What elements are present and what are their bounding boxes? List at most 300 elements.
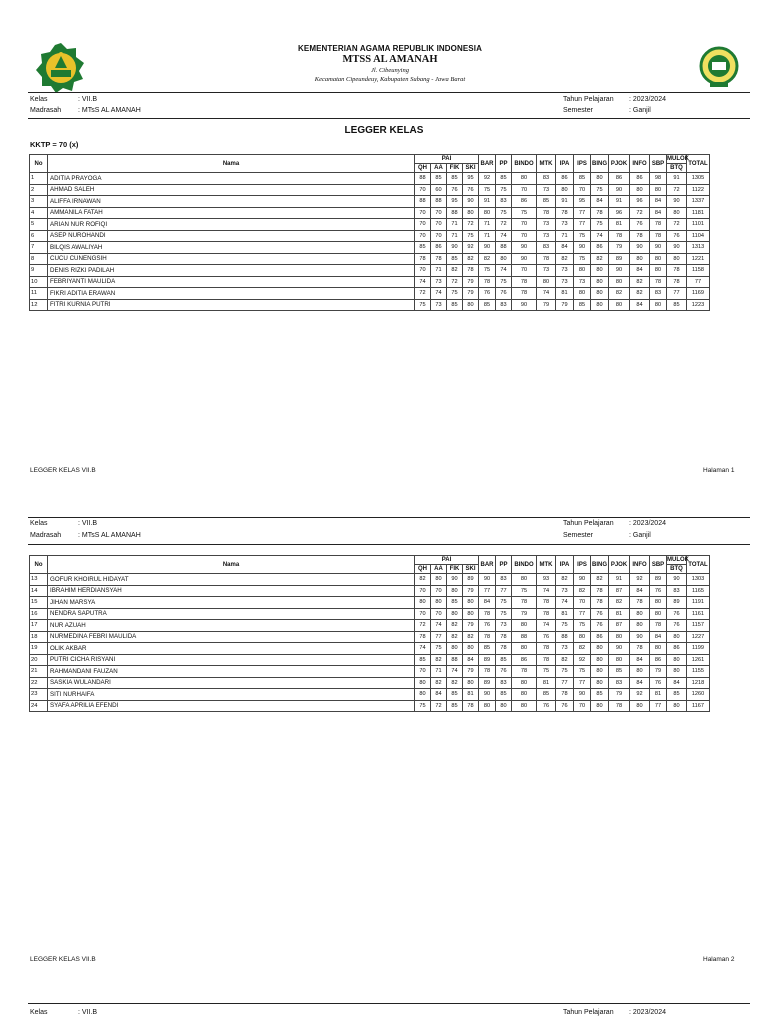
grade-cell: 80 [591,700,609,712]
grade-cell: 88 [556,631,574,643]
grade-cell: 73 [556,219,574,231]
student-name: NUR AZUAH [48,620,415,632]
grade-cell: 80 [667,207,687,219]
grade-cell: 76 [496,288,512,300]
grade-cell: 95 [463,173,479,185]
student-name: ARIAN NUR ROFIQI [48,219,415,231]
grade-cell: 75 [496,597,512,609]
student-name: NURMEDINA FEBRI MAULIDA [48,631,415,643]
grade-cell: 82 [463,253,479,265]
table-row [30,631,710,643]
grade-cell: 78 [537,253,556,265]
grade-cell: 80 [512,643,537,655]
grade-cell: 82 [591,253,609,265]
grade-cell: 75 [574,666,591,678]
grade-cell: 78 [650,276,667,288]
grade-cell: 81 [556,608,574,620]
table-row [30,608,710,620]
grade-cell: 1218 [687,677,710,689]
grade-cell: 79 [556,299,574,311]
grade-cell: 84 [431,689,447,701]
page-title: LEGGER KELAS [344,125,424,136]
grade-cell: 71 [556,230,574,242]
grade-cell: 70 [574,700,591,712]
grade-cell: 84 [556,242,574,254]
grade-cell: 79 [463,620,479,632]
grade-cell: 80 [496,700,512,712]
grade-cell: 85 [574,173,591,185]
grade-cell: 82 [447,265,463,277]
grade-cell: 86 [630,173,650,185]
row-number: 21 [30,666,48,678]
col-header-nama: Nama [48,155,415,173]
row-number: 13 [30,574,48,586]
grade-cell: 75 [431,643,447,655]
grade-cell: 80 [463,299,479,311]
grade-cell: 90 [512,299,537,311]
col-header-aa: AA [431,164,447,173]
grade-cell: 75 [479,184,496,196]
col-header-btq: BTQ [667,565,687,574]
grade-cell: 1303 [687,574,710,586]
table-row [30,299,710,311]
grade-cell: 75 [574,253,591,265]
grade-cell: 78 [650,219,667,231]
grade-cell: 1167 [687,700,710,712]
grade-cell: 88 [415,196,431,208]
grade-cell: 90 [609,265,630,277]
grade-cell: 78 [479,608,496,620]
col-header-ski: SKI [463,565,479,574]
grade-cell: 90 [447,242,463,254]
grade-cell: 80 [463,608,479,620]
grade-cell: 80 [630,253,650,265]
semester-label: Semester [563,532,593,539]
grade-cell: 92 [574,654,591,666]
col-header-bing: BING [591,155,609,173]
grade-cell: 74 [431,288,447,300]
grade-cell: 78 [591,207,609,219]
ministry-name: KEMENTERIAN AGAMA REPUBLIK INDONESIA [298,44,482,53]
col-header-pp: PP [496,155,512,173]
grade-cell: 78 [630,597,650,609]
grade-cell: 93 [537,574,556,586]
grade-cell: 1181 [687,207,710,219]
grade-cell: 92 [463,242,479,254]
grade-cell: 89 [609,253,630,265]
grade-cell: 76 [591,608,609,620]
grade-cell: 89 [479,654,496,666]
grade-cell: 72 [447,276,463,288]
tahun-value: : 2023/2024 [629,520,666,527]
grade-cell: 76 [556,700,574,712]
grade-cell: 74 [537,585,556,597]
grade-cell: 91 [667,173,687,185]
grade-cell: 80 [512,700,537,712]
grade-cell: 72 [431,700,447,712]
grade-cell: 73 [556,276,574,288]
grade-cell: 74 [415,276,431,288]
row-number: 3 [30,196,48,208]
grade-cell: 80 [609,276,630,288]
page-number: Halaman 2 [703,956,735,963]
grade-cell: 96 [609,207,630,219]
student-name: PUTRI CICHA RISYANI [48,654,415,666]
grade-cell: 78 [591,597,609,609]
col-header-ipa: IPA [556,556,574,574]
grade-cell: 76 [667,230,687,242]
grade-cell: 1313 [687,242,710,254]
grade-cell: 76 [537,631,556,643]
col-header-fik: FIK [447,565,463,574]
kelas-value: : VII.B [78,96,98,103]
grades-table [29,154,710,311]
grade-cell: 80 [479,207,496,219]
grade-cell: 83 [650,288,667,300]
grade-cell: 90 [630,242,650,254]
grade-cell: 78 [512,597,537,609]
grade-cell: 80 [650,608,667,620]
letterhead [0,38,768,92]
kemenag-logo-icon [34,42,88,94]
grade-cell: 80 [496,253,512,265]
student-name: FIKRI ADITIA ERAWAN [48,288,415,300]
grade-cell: 73 [496,620,512,632]
grade-cell: 78 [667,276,687,288]
col-header-fik: FIK [447,164,463,173]
grade-cell: 80 [650,299,667,311]
grade-cell: 75 [591,219,609,231]
grade-cell: 84 [463,654,479,666]
table-row [30,585,710,597]
grade-cell: 80 [537,276,556,288]
col-header-total: TOTAL [687,556,710,574]
grade-cell: 86 [650,654,667,666]
grade-cell: 70 [512,230,537,242]
row-number: 11 [30,288,48,300]
grade-cell: 82 [556,574,574,586]
table-row [30,219,710,231]
grade-cell: 80 [447,608,463,620]
grade-cell: 90 [447,574,463,586]
grade-cell: 80 [630,608,650,620]
grade-cell: 60 [431,184,447,196]
row-number: 24 [30,700,48,712]
grade-cell: 85 [574,299,591,311]
grade-cell: 92 [479,173,496,185]
grade-cell: 80 [512,689,537,701]
grade-cell: 1199 [687,643,710,655]
grade-cell: 80 [609,654,630,666]
grade-cell: 78 [463,265,479,277]
grade-cell: 70 [415,585,431,597]
grade-cell: 80 [512,620,537,632]
grade-cell: 82 [431,654,447,666]
grade-cell: 90 [609,643,630,655]
grade-cell: 78 [537,643,556,655]
grade-cell: 84 [591,196,609,208]
table-row [30,677,710,689]
grade-cell: 85 [667,689,687,701]
grade-cell: 79 [609,242,630,254]
grade-cell: 80 [667,666,687,678]
grade-cell: 98 [650,173,667,185]
grade-cell: 78 [512,666,537,678]
grade-cell: 85 [447,299,463,311]
table-row [30,184,710,196]
grade-cell: 86 [512,196,537,208]
grade-cell: 80 [630,620,650,632]
col-header-btq: BTQ [667,164,687,173]
student-name: SYAFA APRILIA EFENDI [48,700,415,712]
grade-cell: 91 [556,196,574,208]
grade-cell: 79 [463,666,479,678]
grade-cell: 70 [415,219,431,231]
grade-cell: 77 [431,631,447,643]
grade-cell: 80 [667,700,687,712]
grade-cell: 76 [667,620,687,632]
grade-cell: 80 [463,677,479,689]
grade-cell: 75 [415,299,431,311]
grade-cell: 88 [512,631,537,643]
grade-cell: 1169 [687,288,710,300]
grade-cell: 75 [512,585,537,597]
col-header-mtk: MTK [537,556,556,574]
grade-cell: 78 [512,288,537,300]
grade-cell: 84 [667,677,687,689]
grade-cell: 80 [463,207,479,219]
grade-cell: 91 [479,196,496,208]
col-header-bar: BAR [479,155,496,173]
grade-cell: 82 [431,677,447,689]
grade-cell: 72 [415,288,431,300]
grade-cell: 84 [630,677,650,689]
grade-cell: 78 [431,253,447,265]
grade-cell: 1337 [687,196,710,208]
row-number: 1 [30,173,48,185]
row-number: 4 [30,207,48,219]
grade-cell: 91 [609,196,630,208]
grade-cell: 75 [556,666,574,678]
student-name: SASKIA WULANDARI [48,677,415,689]
grade-cell: 79 [609,689,630,701]
footer-label: LEGGER KELAS VII.B [30,956,96,963]
grade-cell: 77 [667,288,687,300]
grade-cell: 82 [574,643,591,655]
grade-cell: 85 [609,666,630,678]
grade-cell: 84 [630,654,650,666]
grade-cell: 74 [447,666,463,678]
grade-cell: 76 [447,184,463,196]
col-header-mtk: MTK [537,155,556,173]
grade-cell: 1122 [687,184,710,196]
info-divider [28,544,750,545]
col-header-pjok: PJOK [609,556,630,574]
grade-cell: 72 [496,219,512,231]
grade-cell: 75 [496,207,512,219]
grade-cell: 79 [463,585,479,597]
grade-cell: 85 [479,299,496,311]
madrasah-value: : MTsS AL AMANAH [78,107,141,114]
grade-cell: 72 [630,207,650,219]
col-header-pjok: PJOK [609,155,630,173]
grade-cell: 84 [650,631,667,643]
grade-cell: 75 [447,288,463,300]
grade-cell: 78 [630,230,650,242]
school-logo-icon [692,44,746,92]
grade-cell: 80 [591,299,609,311]
grade-cell: 80 [591,288,609,300]
col-header-info: INFO [630,155,650,173]
col-header-bing: BING [591,556,609,574]
grade-cell: 80 [512,677,537,689]
grade-cell: 1305 [687,173,710,185]
grade-cell: 86 [667,643,687,655]
semester-label: Semester [563,107,593,114]
grade-cell: 80 [591,677,609,689]
grade-cell: 90 [574,689,591,701]
grade-cell: 70 [415,265,431,277]
grade-cell: 83 [537,242,556,254]
grade-cell: 74 [431,620,447,632]
grade-cell: 84 [650,207,667,219]
grade-cell: 74 [415,643,431,655]
grade-cell: 80 [650,184,667,196]
grade-cell: 95 [574,196,591,208]
grade-cell: 90 [512,242,537,254]
grade-cell: 86 [431,242,447,254]
grade-cell: 78 [496,643,512,655]
tahun-label: Tahun Pelajaran [563,96,614,103]
grade-cell: 80 [591,654,609,666]
grade-cell: 83 [667,585,687,597]
grade-cell: 70 [431,230,447,242]
table-row [30,689,710,701]
student-name: NENDRA SAPUTRA [48,608,415,620]
grade-cell: 80 [463,597,479,609]
grade-cell: 85 [415,242,431,254]
grade-cell: 84 [630,265,650,277]
student-name: GOFUR KHOIRUL HIDAYAT [48,574,415,586]
grade-cell: 78 [537,597,556,609]
grade-cell: 71 [479,230,496,242]
grade-cell: 77 [574,608,591,620]
grade-cell: 75 [496,276,512,288]
grade-cell: 71 [447,219,463,231]
grade-cell: 78 [667,265,687,277]
grade-cell: 82 [609,288,630,300]
grade-cell: 80 [556,184,574,196]
grade-cell: 78 [479,666,496,678]
grade-cell: 76 [479,288,496,300]
grade-cell: 81 [537,677,556,689]
grade-cell: 85 [537,689,556,701]
grade-cell: 78 [479,276,496,288]
grade-cell: 73 [431,299,447,311]
grade-cell: 86 [591,631,609,643]
grade-cell: 81 [609,219,630,231]
grade-cell: 85 [537,196,556,208]
table-row [30,654,710,666]
col-header-ips: IPS [574,155,591,173]
grade-cell: 70 [574,184,591,196]
grade-cell: 1158 [687,265,710,277]
grade-cell: 80 [574,288,591,300]
grade-cell: 78 [556,207,574,219]
page-number: Halaman 1 [703,467,735,474]
grade-cell: 73 [574,276,591,288]
grade-cell: 75 [574,620,591,632]
grade-cell: 82 [447,631,463,643]
grade-cell: 1227 [687,631,710,643]
grade-cell: 70 [415,207,431,219]
grade-cell: 82 [463,631,479,643]
grade-cell: 82 [630,288,650,300]
grade-cell: 80 [415,597,431,609]
grade-cell: 80 [630,184,650,196]
grade-cell: 83 [496,196,512,208]
grade-cell: 80 [431,597,447,609]
grade-cell: 95 [447,196,463,208]
table-row [30,242,710,254]
student-name: FITRI KURNIA PUTRI [48,299,415,311]
col-header-bindo: BINDO [512,556,537,574]
col-header-qh: QH [415,565,431,574]
grade-cell: 90 [667,574,687,586]
table-row [30,253,710,265]
grade-cell: 83 [496,574,512,586]
grade-cell: 88 [496,242,512,254]
grade-cell: 80 [415,689,431,701]
grade-cell: 87 [609,585,630,597]
col-header-bindo: BINDO [512,155,537,173]
grade-cell: 70 [415,666,431,678]
grade-cell: 85 [447,173,463,185]
grade-cell: 85 [447,253,463,265]
grade-cell: 75 [496,608,512,620]
kelas-label: Kelas [30,520,48,527]
grade-cell: 82 [415,574,431,586]
grade-cell: 1157 [687,620,710,632]
col-header-sbp: SBP [650,155,667,173]
grade-cell: 75 [479,265,496,277]
grade-cell: 77 [574,219,591,231]
table-row [30,265,710,277]
grade-cell: 72 [667,219,687,231]
row-number: 12 [30,299,48,311]
student-name: JIHAN MARSYA [48,597,415,609]
grade-cell: 76 [591,620,609,632]
grade-cell: 86 [512,654,537,666]
grade-cell: 85 [496,654,512,666]
grade-cell: 1101 [687,219,710,231]
col-header-qh: QH [415,164,431,173]
row-number: 19 [30,643,48,655]
row-number: 8 [30,253,48,265]
grade-cell: 90 [609,184,630,196]
grade-cell: 82 [479,253,496,265]
grade-cell: 75 [463,230,479,242]
grade-cell: 78 [650,620,667,632]
table-row [30,700,710,712]
grade-cell: 80 [574,631,591,643]
grade-cell: 80 [667,253,687,265]
row-number: 2 [30,184,48,196]
student-name: ALIFFA IRNAWAN [48,196,415,208]
table-row [30,230,710,242]
grade-cell: 88 [447,207,463,219]
tahun-label: Tahun Pelajaran [563,520,614,527]
